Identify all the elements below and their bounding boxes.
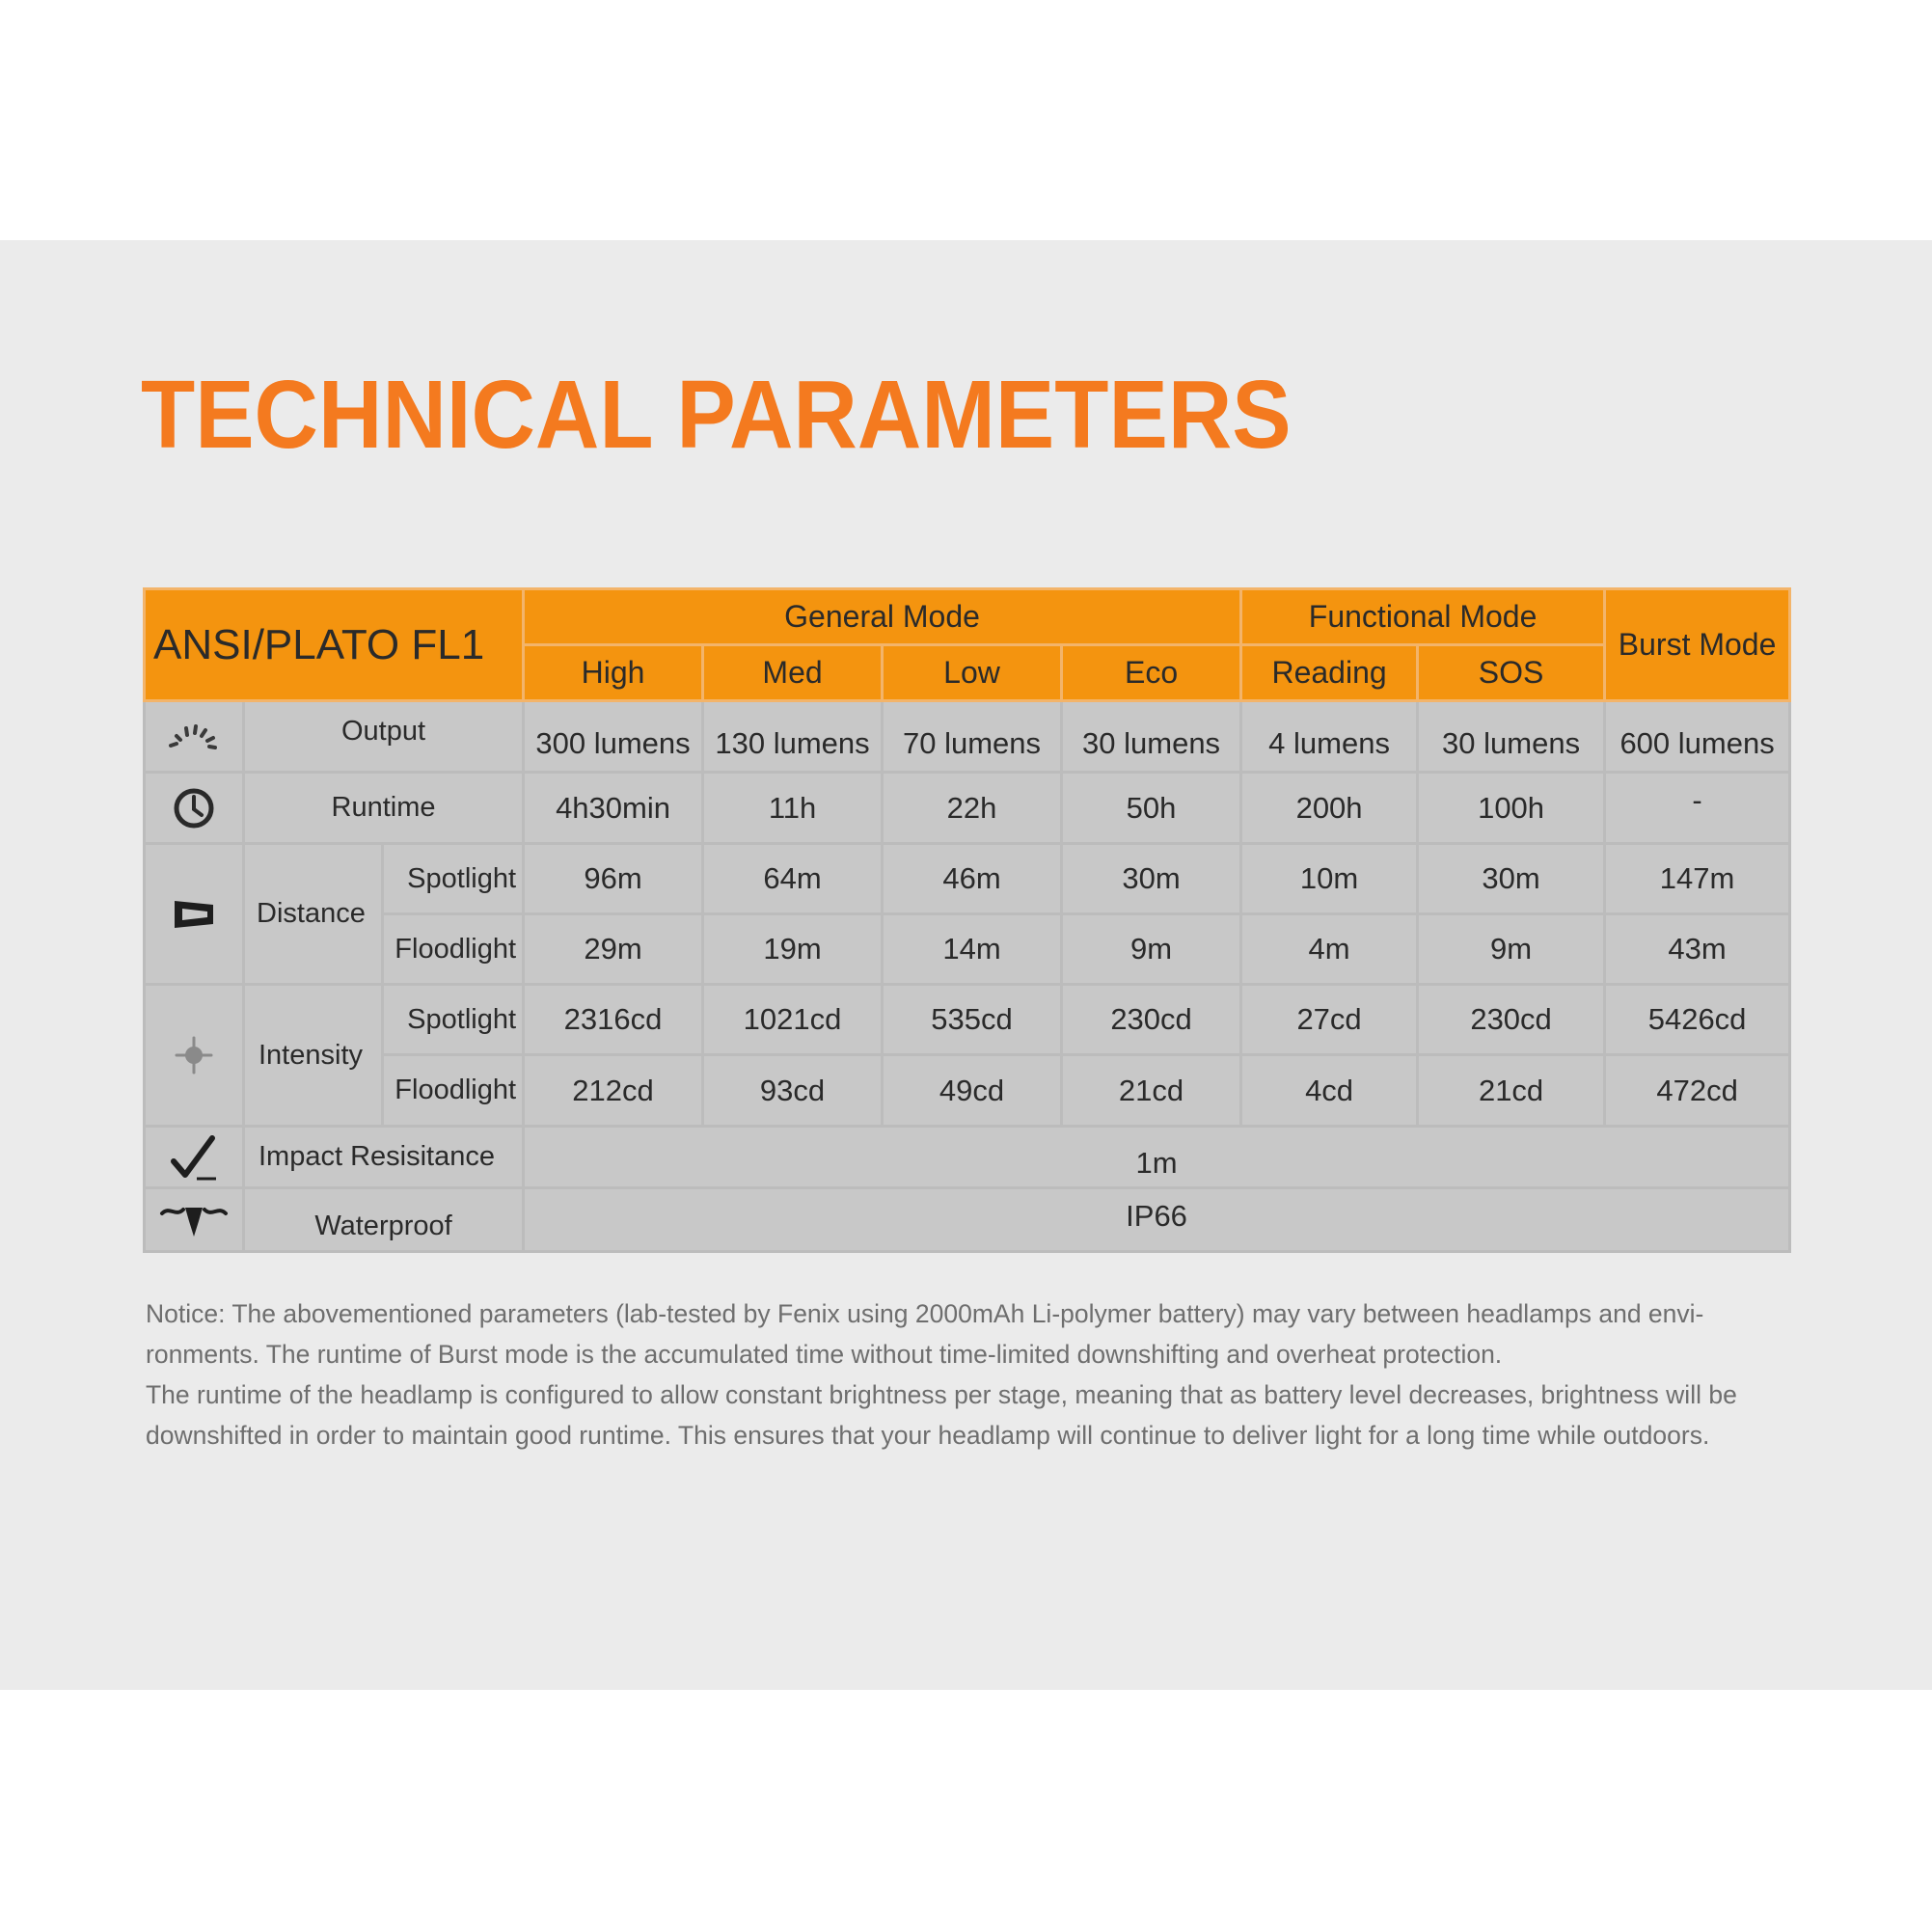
intensity-flood-value: 93cd: [703, 1055, 883, 1127]
distance-spot-value: 10m: [1241, 844, 1418, 914]
impact-row: [145, 1127, 1790, 1188]
distance-flood-value: 9m: [1062, 914, 1241, 985]
header-row-1: [145, 589, 1790, 645]
impact-icon: [145, 1127, 244, 1188]
burst-mode-header: Burst Mode: [1605, 589, 1790, 701]
intensity-spot-value: 27cd: [1241, 985, 1418, 1055]
distance-flood-value: 29m: [524, 914, 703, 985]
waterproof-icon: [145, 1188, 244, 1252]
intensity-spot-value: 535cd: [883, 985, 1062, 1055]
runtime-value: 100h: [1418, 773, 1605, 844]
distance-spot-value: 147m: [1605, 844, 1790, 914]
spotlight-label: Spotlight: [383, 985, 524, 1055]
runtime-value: 200h: [1241, 773, 1418, 844]
runtime-value: 11h: [703, 773, 883, 844]
notice-text: [146, 1293, 1785, 1456]
distance-icon: [145, 844, 244, 985]
clock-icon: [145, 773, 244, 844]
spec-table: [143, 587, 1791, 1253]
intensity-floodlight-row: [145, 1055, 1790, 1127]
output-value: 600 lumens: [1605, 701, 1790, 773]
distance-label: Distance: [244, 844, 383, 985]
output-row: [145, 701, 1790, 773]
waterproof-row: [145, 1188, 1790, 1252]
mode-header: Low: [883, 645, 1062, 701]
page-title: TECHNICAL PARAMETERS: [141, 361, 1292, 469]
intensity-spotlight-row: [145, 985, 1790, 1055]
output-icon: [145, 701, 244, 773]
mode-header: High: [524, 645, 703, 701]
intensity-label: Intensity: [244, 985, 383, 1127]
output-label: Output: [244, 701, 524, 773]
brand-header: ANSI/PLATO FL1: [145, 589, 524, 701]
distance-spotlight-row: [145, 844, 1790, 914]
functional-mode-header: Functional Mode: [1241, 589, 1605, 645]
intensity-flood-value: 4cd: [1241, 1055, 1418, 1127]
runtime-value: 4h30min: [524, 773, 703, 844]
distance-spot-value: 96m: [524, 844, 703, 914]
general-mode-header: General Mode: [524, 589, 1241, 645]
output-value: 4 lumens: [1241, 701, 1418, 773]
spotlight-label: Spotlight: [383, 844, 524, 914]
floodlight-label: Floodlight: [383, 1055, 524, 1127]
intensity-flood-value: 49cd: [883, 1055, 1062, 1127]
distance-spot-value: 64m: [703, 844, 883, 914]
output-value: 130 lumens: [703, 701, 883, 773]
intensity-spot-value: 230cd: [1418, 985, 1605, 1055]
intensity-spot-value: 230cd: [1062, 985, 1241, 1055]
distance-flood-value: 4m: [1241, 914, 1418, 985]
floodlight-label: Floodlight: [383, 914, 524, 985]
runtime-value: -: [1605, 773, 1790, 844]
distance-spot-value: 30m: [1062, 844, 1241, 914]
output-value: 70 lumens: [883, 701, 1062, 773]
mode-header: Eco: [1062, 645, 1241, 701]
output-value: 300 lumens: [524, 701, 703, 773]
intensity-flood-value: 472cd: [1605, 1055, 1790, 1127]
waterproof-value: IP66: [524, 1188, 1790, 1252]
intensity-flood-value: 21cd: [1062, 1055, 1241, 1127]
notice-paragraph: Notice: The abovementioned parameters (lab-tested by Fenix using 2000mAh Li-polymer battery) may vary between headlamps and envi-ronments. The runtime of Burst mode is the accumulated time without time-limited downshifting and overheat protection.: [146, 1299, 1704, 1369]
runtime-value: 22h: [883, 773, 1062, 844]
mode-header: Reading: [1241, 645, 1418, 701]
mode-header: SOS: [1418, 645, 1605, 701]
distance-flood-value: 43m: [1605, 914, 1790, 985]
intensity-icon: [145, 985, 244, 1127]
intensity-flood-value: 212cd: [524, 1055, 703, 1127]
distance-floodlight-row: [145, 914, 1790, 985]
runtime-row: [145, 773, 1790, 844]
output-value: 30 lumens: [1418, 701, 1605, 773]
intensity-spot-value: 5426cd: [1605, 985, 1790, 1055]
notice-paragraph: The runtime of the headlamp is configured to allow constant brightness per stage, meaning that as battery level decreases, brightness will be downshifted in order to maintain good runtime. This ensures that your headlamp will continue to deliver light for a long time while outdoors.: [146, 1380, 1737, 1450]
distance-flood-value: 19m: [703, 914, 883, 985]
mode-header: Med: [703, 645, 883, 701]
impact-label: Impact Resisitance: [244, 1127, 524, 1188]
intensity-flood-value: 21cd: [1418, 1055, 1605, 1127]
distance-flood-value: 9m: [1418, 914, 1605, 985]
waterproof-label: Waterproof: [244, 1188, 524, 1252]
runtime-value: 50h: [1062, 773, 1241, 844]
distance-flood-value: 14m: [883, 914, 1062, 985]
impact-value: 1m: [524, 1127, 1790, 1188]
runtime-label: Runtime: [244, 773, 524, 844]
intensity-spot-value: 1021cd: [703, 985, 883, 1055]
distance-spot-value: 46m: [883, 844, 1062, 914]
distance-spot-value: 30m: [1418, 844, 1605, 914]
intensity-spot-value: 2316cd: [524, 985, 703, 1055]
output-value: 30 lumens: [1062, 701, 1241, 773]
